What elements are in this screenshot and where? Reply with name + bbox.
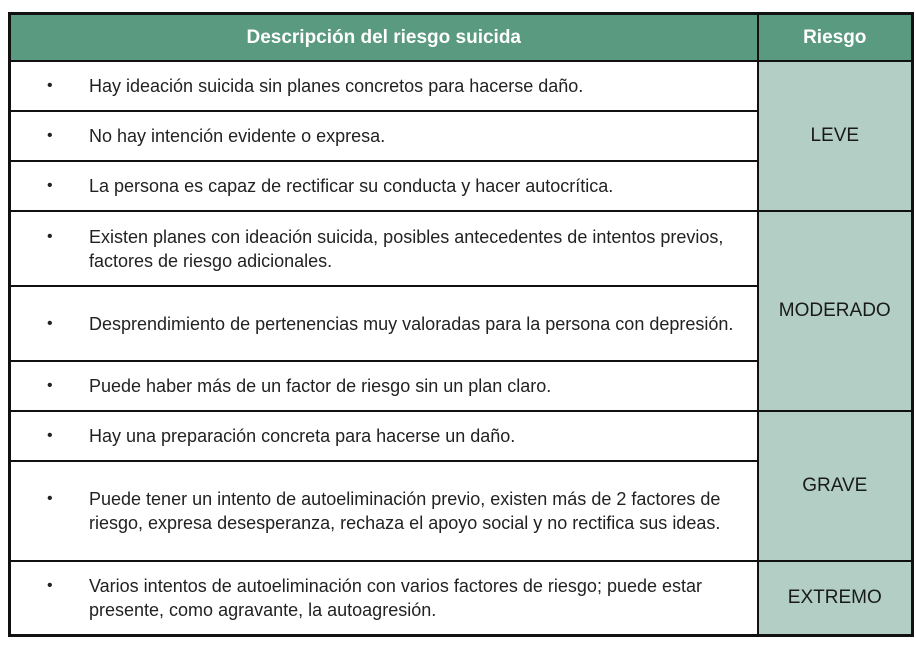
suicide-risk-table: [8, 12, 914, 637]
description-text: Hay ideación suicida sin planes concretos para hacerse daño.: [89, 76, 584, 96]
description-cell: [10, 461, 758, 561]
description-text: Puede haber más de un factor de riesgo sin un plan claro.: [89, 376, 552, 396]
description-header: Descripción del riesgo suicida: [10, 14, 758, 62]
bullet-icon: •: [47, 576, 53, 594]
description-text: Puede tener un intento de autoeliminación previo, existen más de 2 factores de riesgo, expresa desesperanza, rechaza el apoyo social y no rectifica sus ideas.: [89, 489, 721, 533]
table-row: [10, 211, 913, 286]
description-cell: [10, 61, 758, 111]
bullet-icon: •: [47, 227, 53, 245]
description-text: Varios intentos de autoeliminación con varios factores de riesgo; puede estar presente, como agravante, la autoagresión.: [89, 575, 703, 620]
bullet-icon: •: [47, 314, 53, 332]
bullet-icon: •: [47, 377, 53, 394]
description-cell: [10, 361, 758, 411]
description-text: Desprendimiento de pertenencias muy valoradas para la persona con depresión.: [89, 313, 734, 334]
description-cell: [10, 561, 758, 635]
description-text: La persona es capaz de rectificar su conducta y hacer autocrítica.: [89, 176, 614, 196]
description-text: Hay una preparación concreta para hacerse un daño.: [89, 426, 516, 446]
table-row: [10, 561, 913, 635]
description-text: Existen planes con ideación suicida, posibles antecedentes de intentos previos, factores de riesgo adicionales.: [89, 226, 724, 271]
description-cell: [10, 111, 758, 161]
risk-level-leve: LEVE: [758, 61, 913, 211]
description-cell: [10, 211, 758, 286]
description-cell: [10, 286, 758, 361]
bullet-icon: •: [47, 127, 53, 144]
table-row: [10, 61, 913, 111]
risk-level-moderado: MODERADO: [758, 211, 913, 411]
table-row: [10, 411, 913, 461]
description-cell: [10, 161, 758, 211]
header-row: [10, 14, 913, 62]
description-cell: [10, 411, 758, 461]
risk-level-extremo: EXTREMO: [758, 561, 913, 635]
risk-level-grave: GRAVE: [758, 411, 913, 561]
bullet-icon: •: [47, 427, 53, 444]
bullet-icon: •: [47, 177, 53, 194]
bullet-icon: •: [47, 77, 53, 94]
bullet-icon: •: [47, 490, 53, 507]
description-text: No hay intención evidente o expresa.: [89, 126, 386, 146]
risk-header: Riesgo: [758, 14, 913, 62]
